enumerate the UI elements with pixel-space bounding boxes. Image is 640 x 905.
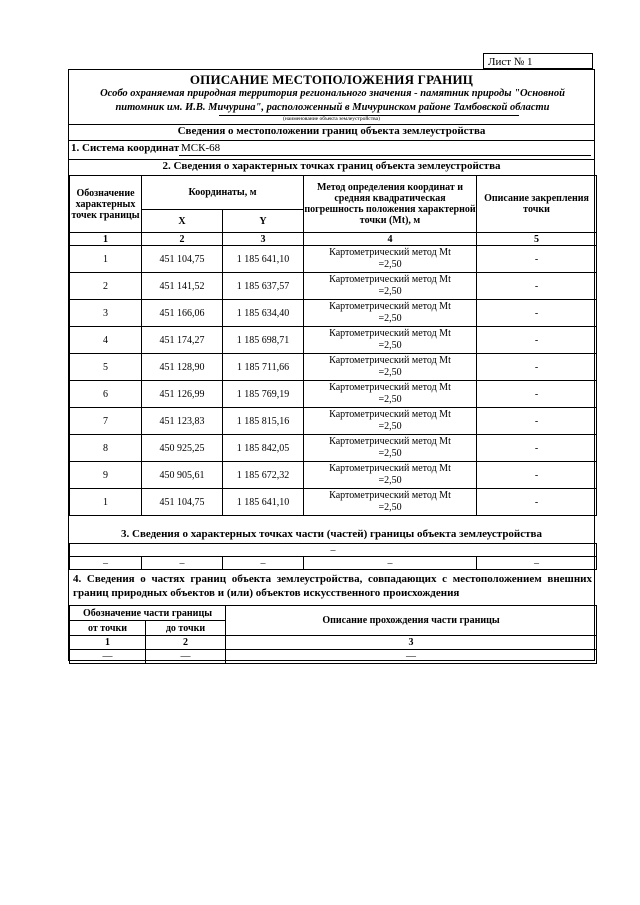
section4-cell: — xyxy=(146,650,226,664)
section4-title: 4. Сведения о частях границ объекта землеустройства, совпадающих с местоположением внешних границ природных объектов и (или) объектов искусственного происхождения xyxy=(73,573,592,599)
point-number: 3 xyxy=(70,300,142,327)
header-fixing: Описание закрепления точки xyxy=(477,176,597,233)
y-coordinate: 1 185 769,19 xyxy=(223,381,304,408)
method-accuracy: =2,50 xyxy=(378,421,402,432)
section3-cell: – xyxy=(70,557,142,570)
table-row xyxy=(70,246,597,273)
x-coordinate: 451 166,06 xyxy=(142,300,223,327)
point-number: 5 xyxy=(70,354,142,381)
method xyxy=(304,462,477,489)
fixing-description: - xyxy=(477,462,597,489)
method xyxy=(304,273,477,300)
y-coordinate: 1 185 815,16 xyxy=(223,408,304,435)
x-coordinate: 451 104,75 xyxy=(142,489,223,516)
x-coordinate: 451 104,75 xyxy=(142,246,223,273)
table-row xyxy=(70,300,597,327)
point-number: 7 xyxy=(70,408,142,435)
section3-cell: – xyxy=(304,557,477,570)
coord-system-value: МСК-68 xyxy=(181,142,221,154)
divider xyxy=(69,140,594,141)
method-accuracy: =2,50 xyxy=(378,448,402,459)
method xyxy=(304,246,477,273)
point-number: 9 xyxy=(70,462,142,489)
fixing-description: - xyxy=(477,408,597,435)
fixing-description: - xyxy=(477,273,597,300)
y-coordinate: 1 185 641,10 xyxy=(223,246,304,273)
fixing-description: - xyxy=(477,327,597,354)
coord-system-label: 1. Система координат xyxy=(71,142,180,154)
method-accuracy: =2,50 xyxy=(378,502,402,513)
fixing-description: - xyxy=(477,246,597,273)
section4-cell: — xyxy=(70,650,146,664)
table-row xyxy=(70,462,597,489)
method xyxy=(304,300,477,327)
method-accuracy: =2,50 xyxy=(378,367,402,378)
method-text: Картометрический метод Mt xyxy=(329,409,451,420)
section3-cell: – xyxy=(477,557,597,570)
method-accuracy: =2,50 xyxy=(378,394,402,405)
method-text: Картометрический метод Mt xyxy=(329,274,451,285)
section2-title: 2. Сведения о характерных точках границ объекта землеустройства xyxy=(162,160,501,172)
col-number: 2 xyxy=(146,636,226,650)
method-accuracy: =2,50 xyxy=(378,475,402,486)
method xyxy=(304,354,477,381)
table-row xyxy=(70,435,597,462)
method xyxy=(304,435,477,462)
header-part: Обозначение части границы xyxy=(70,606,226,621)
col-number: 1 xyxy=(70,233,142,246)
point-number: 1 xyxy=(70,246,142,273)
header-coords: Координаты, м xyxy=(142,176,304,210)
x-coordinate: 451 174,27 xyxy=(142,327,223,354)
col-number: 3 xyxy=(223,233,304,246)
section3-cell: – xyxy=(142,557,223,570)
method-text: Картометрический метод Mt xyxy=(329,301,451,312)
col-number: 1 xyxy=(70,636,146,650)
y-coordinate: 1 185 698,71 xyxy=(223,327,304,354)
y-coordinate: 1 185 634,40 xyxy=(223,300,304,327)
point-number: 4 xyxy=(70,327,142,354)
header-to: до точки xyxy=(146,621,226,636)
section-header: Сведения о местоположении границ объекта землеустройства xyxy=(177,125,486,137)
table-row xyxy=(70,381,597,408)
point-number: 8 xyxy=(70,435,142,462)
x-coordinate: 450 905,61 xyxy=(142,462,223,489)
fixing-description: - xyxy=(477,300,597,327)
table-row xyxy=(70,354,597,381)
method-accuracy: =2,50 xyxy=(378,286,402,297)
fixing-description: - xyxy=(477,381,597,408)
sheet-number: Лист № 1 xyxy=(483,53,593,69)
method xyxy=(304,408,477,435)
x-coordinate: 450 925,25 xyxy=(142,435,223,462)
method-text: Картометрический метод Mt xyxy=(329,490,451,501)
header-y: Y xyxy=(223,210,304,233)
method xyxy=(304,381,477,408)
method-text: Картометрический метод Mt xyxy=(329,436,451,447)
point-number: 2 xyxy=(70,273,142,300)
method-text: Картометрический метод Mt xyxy=(329,328,451,339)
table-row xyxy=(70,489,597,516)
col-number: 4 xyxy=(304,233,477,246)
col-number: 5 xyxy=(477,233,597,246)
x-coordinate: 451 126,99 xyxy=(142,381,223,408)
header-desc: Описание прохождения части границы xyxy=(226,606,597,636)
method-accuracy: =2,50 xyxy=(378,340,402,351)
method-text: Картометрический метод Mt xyxy=(329,382,451,393)
method xyxy=(304,327,477,354)
x-coordinate: 451 128,90 xyxy=(142,354,223,381)
method-text: Картометрический метод Mt xyxy=(329,247,451,258)
y-coordinate: 1 185 842,05 xyxy=(223,435,304,462)
y-coordinate: 1 185 711,66 xyxy=(223,354,304,381)
col-number: 3 xyxy=(226,636,597,650)
point-number: 1 xyxy=(70,489,142,516)
fixing-description: - xyxy=(477,489,597,516)
table-row xyxy=(70,327,597,354)
table-row xyxy=(70,408,597,435)
fixing-description: - xyxy=(477,435,597,462)
header-method: Метод определения координат и средняя квадратическая погрешность положения характерной точки (Mt), м xyxy=(304,176,477,233)
fixing-description: - xyxy=(477,354,597,381)
boundary-points-table xyxy=(69,175,597,516)
natural-boundaries-table xyxy=(69,605,597,664)
page-title: ОПИСАНИЕ МЕСТОПОЛОЖЕНИЯ ГРАНИЦ xyxy=(189,72,474,87)
part-points-table xyxy=(69,543,597,570)
y-coordinate: 1 185 637,57 xyxy=(223,273,304,300)
method-text: Картометрический метод Mt xyxy=(329,463,451,474)
point-number: 6 xyxy=(70,381,142,408)
object-name-caption: (наименование объекта землеустройства) xyxy=(283,116,380,122)
object-name: Особо охраняемая природная территория регионального значения - памятник природы "Основной питомник им. И.В. Мичурина", расположенный в Мичуринском районе Тамбовской области xyxy=(100,88,565,113)
coord-underline xyxy=(179,155,591,156)
x-coordinate: 451 141,52 xyxy=(142,273,223,300)
table-row xyxy=(70,273,597,300)
method xyxy=(304,489,477,516)
y-coordinate: 1 185 672,32 xyxy=(223,462,304,489)
method-accuracy: =2,50 xyxy=(378,259,402,270)
method-accuracy: =2,50 xyxy=(378,313,402,324)
document-frame xyxy=(68,69,595,661)
y-coordinate: 1 185 641,10 xyxy=(223,489,304,516)
x-coordinate: 451 123,83 xyxy=(142,408,223,435)
section3-dash: – xyxy=(70,544,597,557)
section3-cell: – xyxy=(223,557,304,570)
header-x: X xyxy=(142,210,223,233)
header-point: Обозначение характерных точек границы xyxy=(70,176,142,233)
section3-title: 3. Сведения о характерных точках части (частей) границы объекта землеустройства xyxy=(121,528,542,540)
method-text: Картометрический метод Mt xyxy=(329,355,451,366)
section4-cell: — xyxy=(226,650,597,664)
header-from: от точки xyxy=(70,621,146,636)
col-number: 2 xyxy=(142,233,223,246)
